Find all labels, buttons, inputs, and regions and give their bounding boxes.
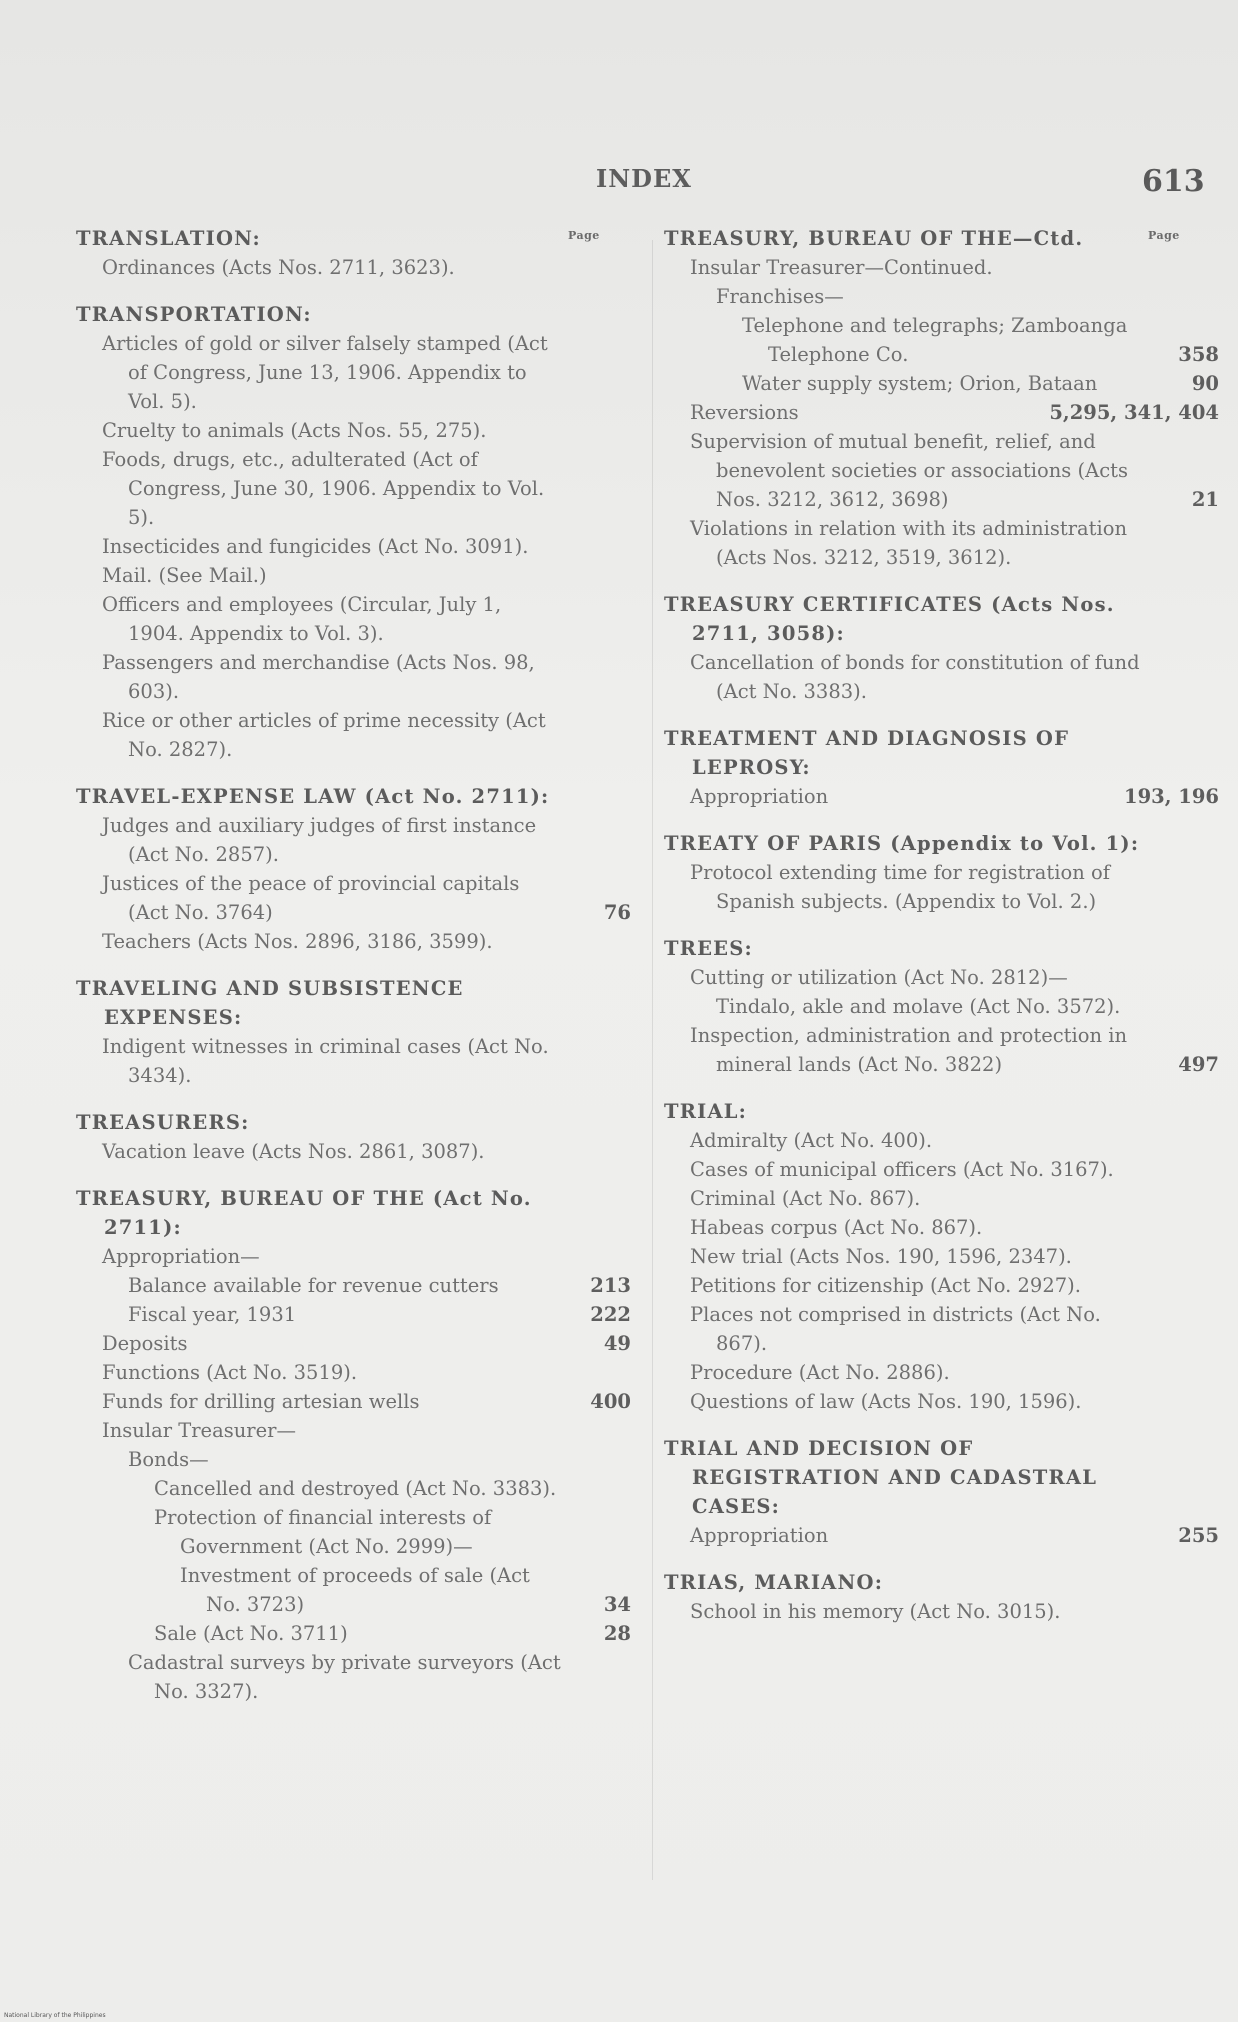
index-entry xyxy=(76,706,631,764)
entry-text: Foods, drugs, etc., adulterated (Act of Congress, June 30, 1906. Appendix to Vol. 5). xyxy=(102,448,545,529)
index-entry xyxy=(76,1032,631,1090)
page-reference: 497 xyxy=(1178,1053,1219,1076)
index-heading: TREASURERS: xyxy=(76,1111,250,1134)
index-entry xyxy=(76,1445,631,1474)
entry-text: Water supply system; Orion, Bataan xyxy=(742,372,1098,395)
index-entry xyxy=(76,416,631,445)
index-entry xyxy=(76,253,631,282)
index-entry xyxy=(664,311,1219,369)
index-entry xyxy=(76,1271,631,1300)
entry-text: Protocol extending time for registration of Spanish subjects. (Appendix to Vol. 2.) xyxy=(690,861,1110,913)
entry-text: Inspection, administration and protection in mineral lands (Act No. 3822) xyxy=(690,1024,1128,1076)
index-entry xyxy=(76,811,631,869)
entry-text: Cases of municipal officers (Act No. 3167). xyxy=(690,1158,1114,1181)
index-entry xyxy=(664,1155,1219,1184)
entry-text: Questions of law (Acts Nos. 190, 1596). xyxy=(690,1390,1082,1413)
page-reference: 49 xyxy=(603,1332,631,1355)
index-entry xyxy=(664,427,1219,514)
entry-text: Articles of gold or silver falsely stamped (Act of Congress, June 13, 1906. Appendix to Vol. 5). xyxy=(102,332,548,413)
entry-text: Fiscal year, 1931 xyxy=(128,1303,297,1326)
index-entry xyxy=(76,1619,631,1648)
entry-text: Telephone and telegraphs; Zamboanga Telephone Co. xyxy=(742,314,1128,366)
index-entry xyxy=(664,1021,1219,1079)
index-heading: TRANSLATION: xyxy=(76,227,261,250)
index-entry xyxy=(664,1358,1219,1387)
entry-text: Investment of proceeds of sale (Act No. 3723) xyxy=(180,1564,530,1616)
entry-text: Appropriation xyxy=(690,1524,829,1547)
index-entry xyxy=(664,963,1219,992)
entry-text: Officers and employees (Circular, July 1, 1904. Appendix to Vol. 3). xyxy=(102,593,502,645)
index-entry xyxy=(76,1387,631,1416)
index-entry xyxy=(76,927,631,956)
index-heading: TREASURY, BUREAU OF THE—Ctd. xyxy=(664,227,1084,250)
index-heading: TRAVEL-EXPENSE LAW (Act No. 2711): xyxy=(76,785,550,808)
index-entry xyxy=(664,369,1219,398)
index-entry xyxy=(664,1184,1219,1213)
index-entry xyxy=(664,282,1219,311)
entry-text: Cadastral surveys by private surveyors (Act No. 3327). xyxy=(128,1651,561,1703)
index-heading: TRIAL AND DECISION OF REGISTRATION AND CADASTRAL CASES: xyxy=(664,1437,1098,1518)
index-entry xyxy=(664,782,1219,811)
index-heading: TRANSPORTATION: xyxy=(76,303,312,326)
page-reference: 358 xyxy=(1178,343,1219,366)
entry-text: Judges and auxiliary judges of first instance (Act No. 2857). xyxy=(102,814,537,866)
right-column xyxy=(664,224,1219,1626)
entry-text: Insular Treasurer— xyxy=(102,1419,296,1442)
index-entry xyxy=(664,1387,1219,1416)
index-entry xyxy=(664,1300,1219,1358)
entry-text: Vacation leave (Acts Nos. 2861, 3087). xyxy=(102,1140,485,1163)
page-reference: 90 xyxy=(1191,372,1219,395)
entry-text: Habeas corpus (Act No. 867). xyxy=(690,1216,983,1239)
index-entry xyxy=(664,398,1219,427)
page-column-label: Page xyxy=(568,229,600,242)
page-reference: 76 xyxy=(603,901,631,924)
index-heading: TRIAL: xyxy=(664,1100,748,1123)
entry-text: Petitions for citizenship (Act No. 2927). xyxy=(690,1274,1081,1297)
page-column-label: Page xyxy=(1148,229,1180,242)
entry-text: Insecticides and fungicides (Act No. 3091). xyxy=(102,535,529,558)
entry-text: New trial (Acts Nos. 190, 1596, 2347). xyxy=(690,1245,1072,1268)
footer-credit: National Library of the Philippines xyxy=(4,2012,106,2019)
page-number: 613 xyxy=(1142,164,1205,199)
index-entry xyxy=(76,1329,631,1358)
index-entry xyxy=(76,1358,631,1387)
entry-text: Cancelled and destroyed (Act No. 3383). xyxy=(154,1477,557,1500)
index-entry xyxy=(76,1300,631,1329)
page-reference: 34 xyxy=(603,1593,631,1616)
page-reference: 21 xyxy=(1191,488,1219,511)
entry-text: Bonds— xyxy=(128,1448,209,1471)
page-header xyxy=(0,160,1238,220)
index-entry xyxy=(76,1503,631,1561)
index-heading: TREATMENT AND DIAGNOSIS OF LEPROSY: xyxy=(664,727,1070,779)
entry-text: Supervision of mutual benefit, relief, and benevolent societies or associations (Acts Nos. 3212, 3612, 3698) xyxy=(690,430,1128,511)
index-entry xyxy=(76,648,631,706)
entry-text: Deposits xyxy=(102,1332,188,1355)
page-reference: 400 xyxy=(590,1390,631,1413)
index-entry xyxy=(664,992,1219,1021)
index-entry xyxy=(76,1416,631,1445)
left-column xyxy=(76,224,631,1706)
index-heading: TREES: xyxy=(664,937,753,960)
entry-text: Protection of financial interests of Government (Act No. 2999)— xyxy=(154,1506,492,1558)
index-entry xyxy=(664,1271,1219,1300)
entry-text: Procedure (Act No. 2886). xyxy=(690,1361,950,1384)
entry-text: Passengers and merchandise (Acts Nos. 98, 603). xyxy=(102,651,535,703)
index-entry xyxy=(664,858,1219,916)
index-entry xyxy=(76,1474,631,1503)
page-reference: 213 xyxy=(590,1274,631,1297)
entry-text: Balance available for revenue cutters xyxy=(128,1274,499,1297)
page-reference: 28 xyxy=(603,1622,631,1645)
index-entry xyxy=(76,1648,631,1706)
entry-text: Violations in relation with its administration (Acts Nos. 3212, 3519, 3612). xyxy=(690,517,1128,569)
index-entry xyxy=(664,1213,1219,1242)
index-entry xyxy=(664,1521,1219,1550)
index-entry xyxy=(664,1126,1219,1155)
entry-text: Franchises— xyxy=(716,285,844,308)
entry-text: Cancellation of bonds for constitution of fund (Act No. 3383). xyxy=(690,651,1140,703)
index-entry xyxy=(664,514,1219,572)
entry-text: Rice or other articles of prime necessity (Act No. 2827). xyxy=(102,709,546,761)
index-entry xyxy=(76,329,631,416)
entry-text: Mail. (See Mail.) xyxy=(102,564,267,587)
index-entry xyxy=(76,1242,631,1271)
entry-text: Appropriation— xyxy=(102,1245,260,1268)
page-reference: 255 xyxy=(1178,1524,1219,1547)
entry-text: Sale (Act No. 3711) xyxy=(154,1622,348,1645)
entry-text: Tindalo, akle and molave (Act No. 3572). xyxy=(716,995,1121,1018)
index-entry xyxy=(76,445,631,532)
entry-text: Teachers (Acts Nos. 2896, 3186, 3599). xyxy=(102,930,493,953)
index-entry xyxy=(664,1242,1219,1271)
page-reference: 5,295, 341, 404 xyxy=(1049,401,1219,424)
entry-text: Reversions xyxy=(690,401,799,424)
page-reference: 222 xyxy=(590,1303,631,1326)
entry-text: Insular Treasurer—Continued. xyxy=(690,256,993,279)
index-entry xyxy=(664,1597,1219,1626)
entry-text: Cutting or utilization (Act No. 2812)— xyxy=(690,966,1068,989)
entry-text: Ordinances (Acts Nos. 2711, 3623). xyxy=(102,256,455,279)
index-heading: TREATY OF PARIS (Appendix to Vol. 1): xyxy=(664,832,1140,855)
entry-text: Justices of the peace of provincial capitals (Act No. 3764) xyxy=(102,872,520,924)
index-entry xyxy=(664,253,1219,282)
index-heading: TREASURY CERTIFICATES (Acts Nos. 2711, 3058): xyxy=(664,593,1115,645)
index-title: INDEX xyxy=(596,164,692,193)
entry-text: Appropriation xyxy=(690,785,829,808)
entry-text: Criminal (Act No. 867). xyxy=(690,1187,921,1210)
index-entry xyxy=(76,1137,631,1166)
column-divider xyxy=(652,240,653,1880)
index-heading: TREASURY, BUREAU OF THE (Act No. 2711): xyxy=(76,1187,532,1239)
entry-text: Places not comprised in districts (Act No. 867). xyxy=(690,1303,1101,1355)
index-heading: TRIAS, MARIANO: xyxy=(664,1571,884,1594)
index-heading: TRAVELING AND SUBSISTENCE EXPENSES: xyxy=(76,977,464,1029)
entry-text: Functions (Act No. 3519). xyxy=(102,1361,358,1384)
index-entry xyxy=(76,590,631,648)
entry-text: Indigent witnesses in criminal cases (Act No. 3434). xyxy=(102,1035,549,1087)
entry-text: School in his memory (Act No. 3015). xyxy=(690,1600,1061,1623)
index-entry xyxy=(76,561,631,590)
index-entry xyxy=(664,648,1219,706)
index-entry xyxy=(76,869,631,927)
index-entry xyxy=(76,532,631,561)
entry-text: Funds for drilling artesian wells xyxy=(102,1390,420,1413)
entry-text: Cruelty to animals (Acts Nos. 55, 275). xyxy=(102,419,487,442)
page-reference: 193, 196 xyxy=(1124,785,1219,808)
index-entry xyxy=(76,1561,631,1619)
entry-text: Admiralty (Act No. 400). xyxy=(690,1129,933,1152)
